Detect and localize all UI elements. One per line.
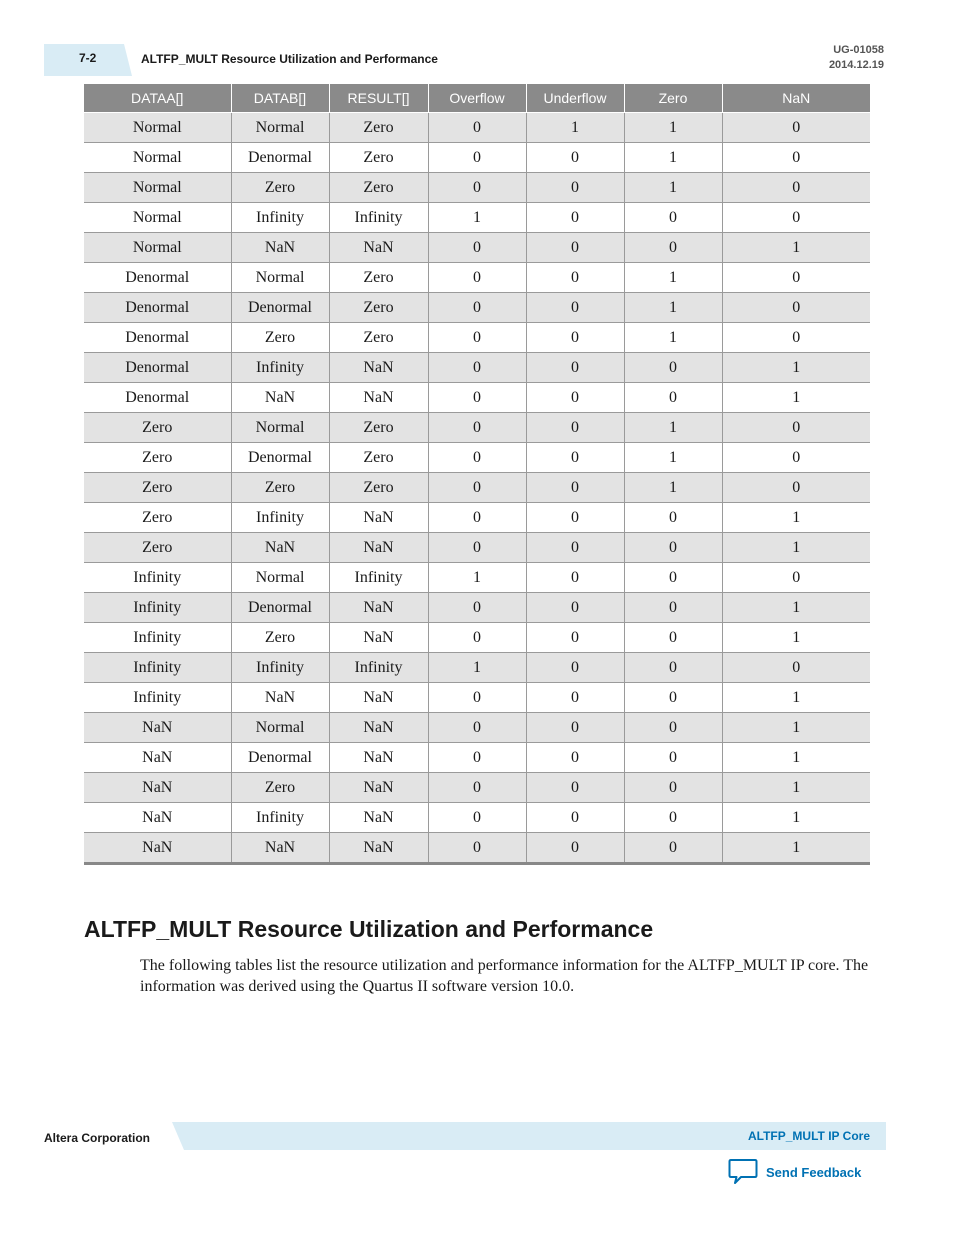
table-cell: 0 xyxy=(624,563,722,593)
table-row xyxy=(84,293,870,323)
table-cell: 0 xyxy=(624,593,722,623)
column-header: Overflow xyxy=(428,84,526,113)
column-header: NaN xyxy=(722,84,870,113)
table-cell: 1 xyxy=(722,503,870,533)
table-cell: 0 xyxy=(526,743,624,773)
table-cell: Zero xyxy=(329,443,428,473)
table-row xyxy=(84,503,870,533)
table-cell: Zero xyxy=(329,143,428,173)
table-cell: 0 xyxy=(428,143,526,173)
table-cell: NaN xyxy=(84,713,231,743)
table-cell: NaN xyxy=(231,233,329,263)
table-cell: 0 xyxy=(428,263,526,293)
table-cell: Infinity xyxy=(329,563,428,593)
table-row xyxy=(84,383,870,413)
table-cell: Denormal xyxy=(231,293,329,323)
table-cell: 0 xyxy=(722,413,870,443)
table-row xyxy=(84,533,870,563)
table-cell: 0 xyxy=(624,833,722,864)
table-row xyxy=(84,203,870,233)
table-cell: Zero xyxy=(84,533,231,563)
table-cell: 0 xyxy=(428,173,526,203)
table-cell: 0 xyxy=(526,593,624,623)
table-cell: 1 xyxy=(624,443,722,473)
table-cell: 1 xyxy=(624,143,722,173)
table-row xyxy=(84,263,870,293)
table-row xyxy=(84,713,870,743)
table-body xyxy=(84,113,870,864)
table-cell: NaN xyxy=(329,773,428,803)
table-cell: 0 xyxy=(624,653,722,683)
table-cell: 0 xyxy=(428,293,526,323)
company-name: Altera Corporation xyxy=(44,1131,151,1145)
running-header-title: ALTFP_MULT Resource Utilization and Performance xyxy=(141,52,438,66)
table-cell: Infinity xyxy=(231,653,329,683)
table-cell: 0 xyxy=(526,323,624,353)
doc-date: 2014.12.19 xyxy=(828,59,884,71)
table-cell: 0 xyxy=(526,233,624,263)
table-cell: 0 xyxy=(428,443,526,473)
table-cell: NaN xyxy=(231,533,329,563)
table-cell: 1 xyxy=(624,473,722,503)
table-cell: 0 xyxy=(428,473,526,503)
column-header: Underflow xyxy=(526,84,624,113)
table-cell: 1 xyxy=(722,353,870,383)
table-cell: 0 xyxy=(428,413,526,443)
table-cell: Zero xyxy=(329,173,428,203)
table-cell: 0 xyxy=(526,263,624,293)
table-cell: Infinity xyxy=(231,203,329,233)
table-cell: 1 xyxy=(722,233,870,263)
table-cell: NaN xyxy=(231,683,329,713)
table-cell: Infinity xyxy=(329,203,428,233)
table-row xyxy=(84,323,870,353)
table-row xyxy=(84,233,870,263)
table-cell: Infinity xyxy=(231,503,329,533)
table-row xyxy=(84,743,870,773)
table-row xyxy=(84,113,870,143)
table-cell: NaN xyxy=(329,743,428,773)
table-cell: Zero xyxy=(84,473,231,503)
table-cell: Denormal xyxy=(231,593,329,623)
table-cell: Denormal xyxy=(84,293,231,323)
table-cell: Zero xyxy=(329,413,428,443)
table-cell: 0 xyxy=(428,233,526,263)
table-cell: 0 xyxy=(526,833,624,864)
table-cell: Denormal xyxy=(84,353,231,383)
speech-bubble-icon xyxy=(728,1158,758,1186)
table-cell: 1 xyxy=(722,803,870,833)
table-cell: 1 xyxy=(722,743,870,773)
table-cell: Normal xyxy=(84,113,231,143)
table-cell: Normal xyxy=(84,173,231,203)
table-row xyxy=(84,353,870,383)
table-cell: Normal xyxy=(231,413,329,443)
table-cell: 0 xyxy=(428,383,526,413)
table-cell: 0 xyxy=(428,773,526,803)
column-header: DATAB[] xyxy=(231,84,329,113)
table-cell: Denormal xyxy=(231,443,329,473)
table-cell: 0 xyxy=(624,713,722,743)
table-cell: NaN xyxy=(84,833,231,864)
table-cell: 1 xyxy=(624,323,722,353)
column-header: Zero xyxy=(624,84,722,113)
table-row xyxy=(84,683,870,713)
table-cell: 0 xyxy=(624,683,722,713)
table-cell: Infinity xyxy=(329,653,428,683)
table-row xyxy=(84,563,870,593)
footer-doc-title-link[interactable]: ALTFP_MULT IP Core xyxy=(747,1129,870,1143)
table-cell: 0 xyxy=(526,173,624,203)
table-cell: Infinity xyxy=(231,353,329,383)
table-cell: Zero xyxy=(84,503,231,533)
table-cell: Infinity xyxy=(84,623,231,653)
table-row xyxy=(84,803,870,833)
table-cell: 1 xyxy=(722,833,870,864)
table-cell: Denormal xyxy=(231,143,329,173)
table-cell: Zero xyxy=(231,173,329,203)
table-cell: Zero xyxy=(329,473,428,503)
table-cell: 0 xyxy=(526,143,624,173)
table-cell: NaN xyxy=(329,593,428,623)
table-cell: NaN xyxy=(329,713,428,743)
table-cell: 0 xyxy=(428,533,526,563)
table-cell: 0 xyxy=(526,353,624,383)
table-row xyxy=(84,413,870,443)
table-cell: Normal xyxy=(231,263,329,293)
table-cell: Infinity xyxy=(84,563,231,593)
table-cell: 0 xyxy=(526,203,624,233)
table-cell: 0 xyxy=(526,653,624,683)
doc-info xyxy=(829,43,884,73)
table-cell: 0 xyxy=(428,113,526,143)
table-cell: 0 xyxy=(428,623,526,653)
table-cell: Zero xyxy=(84,443,231,473)
table-cell: Zero xyxy=(329,293,428,323)
table-cell: 1 xyxy=(624,413,722,443)
table-cell: Normal xyxy=(231,113,329,143)
table-cell: 0 xyxy=(526,383,624,413)
table-cell: 0 xyxy=(428,833,526,864)
header-row xyxy=(84,84,870,113)
column-header: RESULT[] xyxy=(329,84,428,113)
table-cell: 0 xyxy=(526,443,624,473)
table-cell: NaN xyxy=(329,623,428,653)
section-paragraph: The following tables list the resource utilization and performance information for the ALTFP_MULT IP core. The information was derived using the Quartus II software version 10.0. xyxy=(140,957,869,995)
table-cell: Zero xyxy=(231,623,329,653)
table-cell: 0 xyxy=(526,623,624,653)
send-feedback-link[interactable] xyxy=(728,1158,861,1186)
table-cell: 0 xyxy=(526,803,624,833)
table-cell: Denormal xyxy=(84,383,231,413)
table-row xyxy=(84,773,870,803)
table-cell: 1 xyxy=(428,203,526,233)
table-cell: NaN xyxy=(329,683,428,713)
table-cell: 1 xyxy=(624,293,722,323)
table-row xyxy=(84,443,870,473)
table-row xyxy=(84,833,870,864)
table-cell: 0 xyxy=(722,653,870,683)
table-cell: 1 xyxy=(526,113,624,143)
page-number: 7-2 xyxy=(79,51,97,65)
table-cell: Infinity xyxy=(84,593,231,623)
table-cell: Zero xyxy=(231,473,329,503)
table-cell: 1 xyxy=(624,173,722,203)
table-cell: 1 xyxy=(722,683,870,713)
column-header: DATAA[] xyxy=(84,84,231,113)
table-cell: 1 xyxy=(428,653,526,683)
table-cell: 0 xyxy=(624,383,722,413)
table-cell: 1 xyxy=(624,263,722,293)
table-cell: NaN xyxy=(84,773,231,803)
table-cell: 0 xyxy=(428,503,526,533)
table-cell: 1 xyxy=(722,623,870,653)
table-cell: 1 xyxy=(722,593,870,623)
table-cell: Denormal xyxy=(84,263,231,293)
table-cell: 0 xyxy=(428,713,526,743)
table-cell: NaN xyxy=(329,353,428,383)
table-cell: NaN xyxy=(329,233,428,263)
table-cell: Infinity xyxy=(231,803,329,833)
table-cell: Infinity xyxy=(84,683,231,713)
table-cell: NaN xyxy=(329,803,428,833)
table-cell: Normal xyxy=(84,203,231,233)
send-feedback-label: Send Feedback xyxy=(766,1164,862,1180)
table-cell: 0 xyxy=(722,173,870,203)
table-cell: 0 xyxy=(526,293,624,323)
table-header xyxy=(84,84,870,113)
table-cell: 0 xyxy=(526,413,624,443)
table-cell: Zero xyxy=(231,773,329,803)
table-cell: 0 xyxy=(624,803,722,833)
table-cell: Zero xyxy=(231,323,329,353)
table-cell: 0 xyxy=(428,743,526,773)
table-cell: NaN xyxy=(84,743,231,773)
table-cell: 0 xyxy=(526,503,624,533)
table-cell: 0 xyxy=(624,203,722,233)
table-row xyxy=(84,653,870,683)
table-cell: NaN xyxy=(231,833,329,864)
table-cell: 0 xyxy=(526,533,624,563)
table-cell: 1 xyxy=(722,713,870,743)
table-cell: 0 xyxy=(624,233,722,263)
table-cell: Denormal xyxy=(84,323,231,353)
exception-table xyxy=(84,84,870,865)
table-cell: NaN xyxy=(231,383,329,413)
table-row xyxy=(84,473,870,503)
table-cell: 0 xyxy=(428,683,526,713)
table-cell: 0 xyxy=(722,443,870,473)
table-cell: Infinity xyxy=(84,653,231,683)
table-cell: Normal xyxy=(231,713,329,743)
table-cell: 1 xyxy=(722,773,870,803)
table-cell: 0 xyxy=(624,773,722,803)
table-cell: 0 xyxy=(428,593,526,623)
table-cell: Zero xyxy=(329,323,428,353)
table-cell: 0 xyxy=(526,713,624,743)
table-row xyxy=(84,143,870,173)
table-cell: 0 xyxy=(722,563,870,593)
table-cell: 0 xyxy=(722,203,870,233)
table-row xyxy=(84,173,870,203)
section-heading: ALTFP_MULT Resource Utilization and Performance xyxy=(84,916,654,942)
table-cell: Zero xyxy=(329,113,428,143)
table-cell: 0 xyxy=(526,773,624,803)
table-cell: NaN xyxy=(329,503,428,533)
table-cell: 0 xyxy=(624,503,722,533)
table-cell: NaN xyxy=(84,803,231,833)
table-cell: 0 xyxy=(722,143,870,173)
table-cell: 1 xyxy=(722,383,870,413)
table-cell: Denormal xyxy=(231,743,329,773)
table-cell: NaN xyxy=(329,383,428,413)
table-row xyxy=(84,623,870,653)
table-cell: 0 xyxy=(722,323,870,353)
table-cell: 0 xyxy=(526,683,624,713)
table-cell: NaN xyxy=(329,533,428,563)
table-cell: Normal xyxy=(231,563,329,593)
table-cell: 0 xyxy=(526,473,624,503)
table-cell: 1 xyxy=(428,563,526,593)
table-cell: 0 xyxy=(526,563,624,593)
table-cell: 0 xyxy=(624,743,722,773)
table-cell: Normal xyxy=(84,233,231,263)
table-cell: 0 xyxy=(624,533,722,563)
table-cell: 0 xyxy=(722,473,870,503)
table-cell: 0 xyxy=(624,353,722,383)
table-cell: 0 xyxy=(428,353,526,383)
table-cell: Normal xyxy=(84,143,231,173)
table-cell: 0 xyxy=(722,113,870,143)
table-cell: Zero xyxy=(84,413,231,443)
table-cell: Zero xyxy=(329,263,428,293)
table-cell: 0 xyxy=(624,623,722,653)
table-cell: 0 xyxy=(428,323,526,353)
table-cell: 1 xyxy=(624,113,722,143)
doc-id: UG-01058 xyxy=(833,44,884,56)
table-cell: NaN xyxy=(329,833,428,864)
table-cell: 1 xyxy=(722,533,870,563)
table-row xyxy=(84,593,870,623)
table-cell: 0 xyxy=(722,263,870,293)
table-cell: 0 xyxy=(722,293,870,323)
table-cell: 0 xyxy=(428,803,526,833)
